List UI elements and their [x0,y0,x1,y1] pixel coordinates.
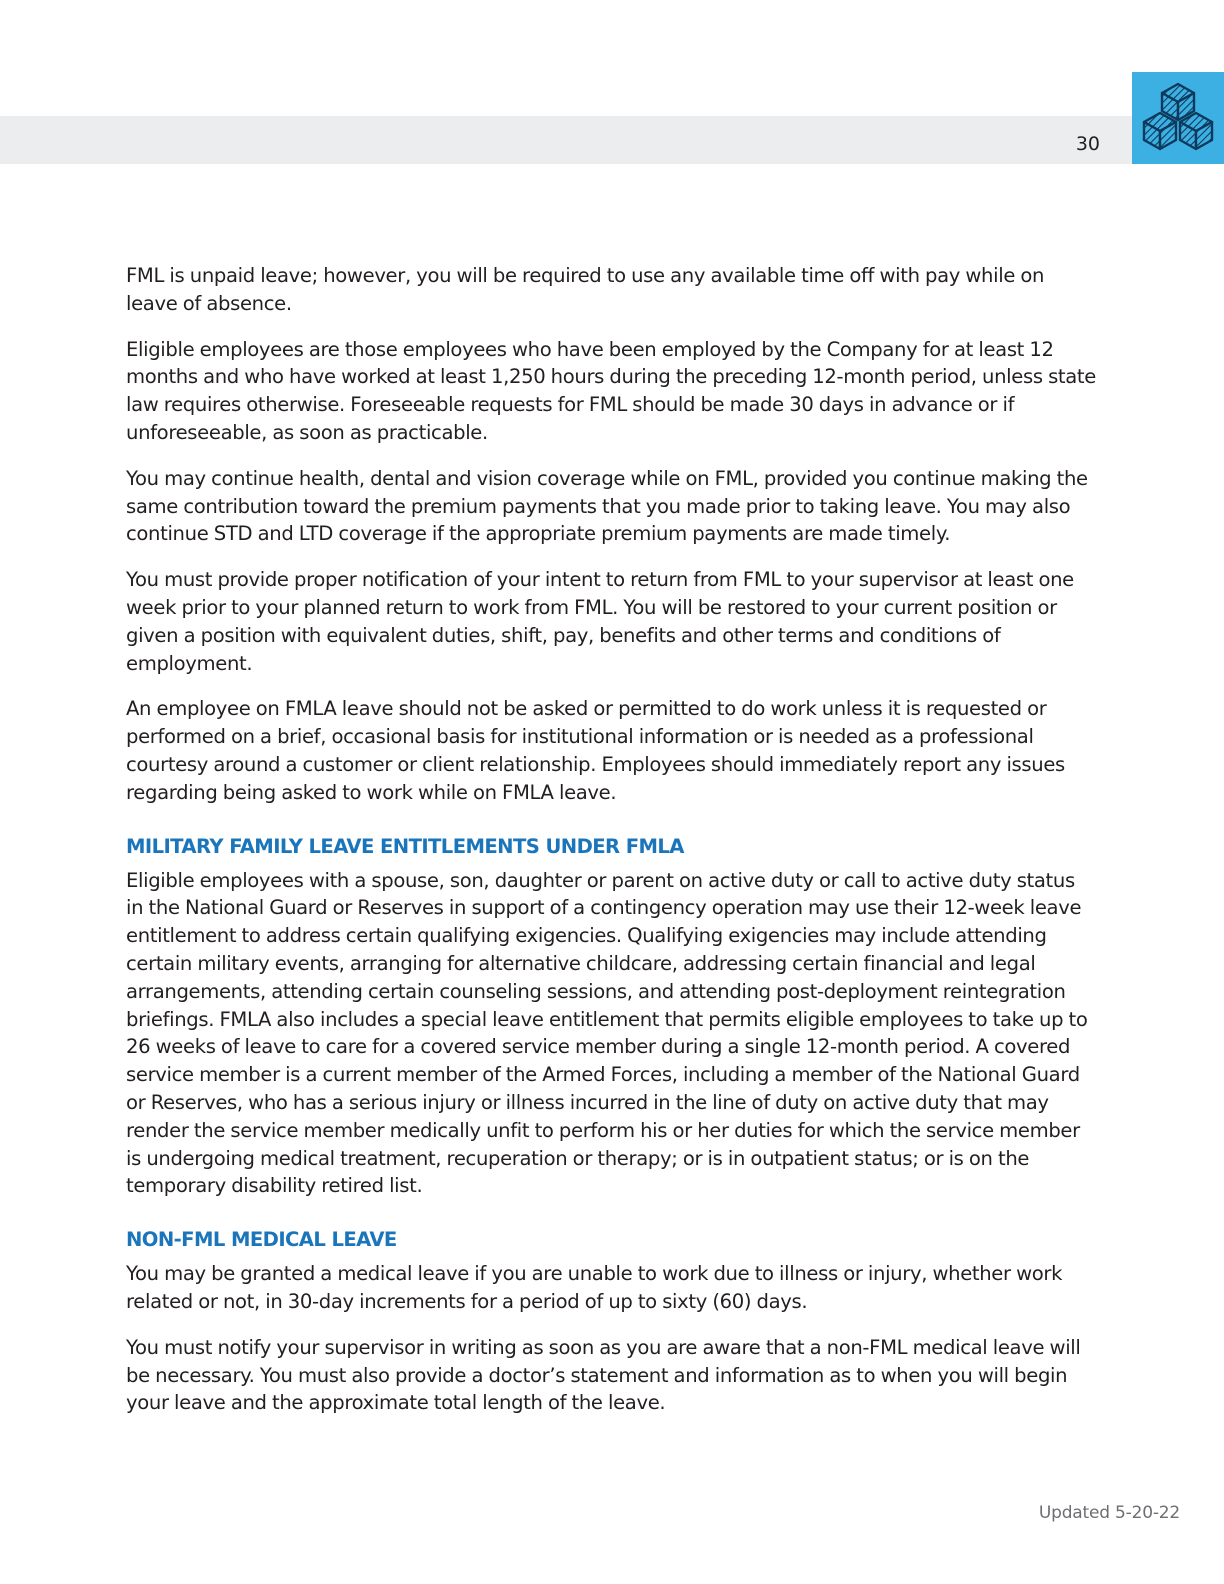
paragraph-fml-unpaid: FML is unpaid leave; however, you will be required to use any available time off with pay while on leave of absence. [126,264,1045,315]
document-body [126,262,1096,1435]
heading-non-fml-medical-leave: NON-FML MEDICAL LEAVE [126,1228,397,1252]
paragraph-non-fml-duration: You may be granted a medical leave if you are unable to work due to illness or injury, whether work related or not, in 30-day increments for a period of up to sixty (60) days. [126,1262,1063,1313]
paragraph-non-fml-notification: You must notify your supervisor in writing as soon as you are aware that a non-FML medical leave will be necessary. You must also provide a doctor’s statement and information as to when you will begin your leave and the approximate total length of the leave. [126,1335,1081,1415]
page-number: 30 [1075,133,1100,155]
logo [1132,72,1224,164]
updated-date: Updated 5-20-22 [1038,1503,1180,1523]
heading-military-family-leave: MILITARY FAMILY LEAVE ENTITLEMENTS UNDER FMLA [126,834,684,858]
paragraph-coverage: You may continue health, dental and vision coverage while on FML, provided you continue making the same contribution toward the premium payments that you made prior to taking leave. You may also continue STD and LTD coverage if the appropriate premium payments are made timely. [126,466,1088,546]
paragraph-return-notification: You must provide proper notification of your intent to return from FML to your supervisor at least one week prior to your planned return to work from FML. You will be restored to your current position or given a position with equivalent duties, shift, pay, benefits and other terms and conditions of employment. [126,568,1074,675]
paragraph-military-family-leave: Eligible employees with a spouse, son, daughter or parent on active duty or call to active duty status in the National Guard or Reserves in support of a contingency operation may use their 12-week leave entitlement to address certain qualifying exigencies. Qualifying exigencies may include attending certain military events, arranging for alternative childcare, addressing certain financial and legal arrangements, attending certain counseling sessions, and attending post-deployment reintegration briefings. FMLA also includes a special leave entitlement that permits eligible employees to take up to 26 weeks of leave to care for a covered service member during a single 12-month period. A covered service member is a current member of the Armed Forces, including a member of the National Guard or Reserves, who has a serious injury or illness incurred in the line of duty on active duty that may render the service member medically unfit to perform his or her duties for which the service member is undergoing medical treatment, recuperation or therapy; or is in outpatient status; or is on the temporary disability retired list. [126,868,1088,1198]
paragraph-eligibility: Eligible employees are those employees who have been employed by the Company for at least 12 months and who have worked at least 1,250 hours during the preceding 12-month period, unless state law requires otherwise. Foreseeable requests for FML should be made 30 days in advance or if unforeseeable, as soon as practicable. [126,337,1096,444]
paragraph-work-during-leave: An employee on FMLA leave should not be asked or permitted to do work unless it is requested or performed on a brief, occasional basis for institutional information or is needed as a professional courtesy around a customer or client relationship. Employees should immediately report any issues regarding being asked to work while on FMLA leave. [126,697,1065,804]
header-band [0,116,1132,164]
cubes-logo-icon [1140,82,1216,154]
